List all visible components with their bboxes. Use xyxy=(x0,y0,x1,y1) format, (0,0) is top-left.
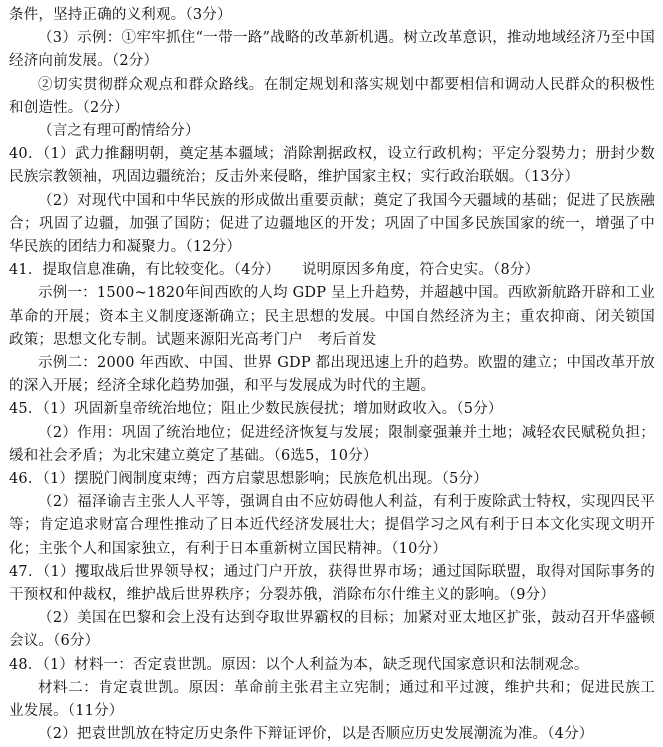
text-line: 46．（1）摆脱门阀制度束缚；西方启蒙思想影响；民族危机出现。（5分） xyxy=(9,471,488,488)
text-line: 材料二：肯定袁世凯。原因：革命前主张君主立宪制；通过和平过渡，维护共和；促进民族工业发展。（11分） xyxy=(9,679,655,720)
text-line: （3）示例：①牢牢抓住“一带一路”战略的改革新机遇。树立改革意识，推动地域经济乃至中国经济向前发展。（2分） xyxy=(9,30,655,70)
text-line: 条件，坚持正确的义利观。（3分） xyxy=(9,7,232,23)
text-line: （2）美国在巴黎和会上没有达到夺取世界霸权的目标；加紧对亚太地区扩张，鼓动召开华盛顿会议。（6分） xyxy=(9,610,655,650)
text-line: 40．（1）武力推翻明朝，奠定基本疆域；消除割据政权，设立行政机构；平定分裂势力；册封少数民族宗教领袖，巩固边疆统治；反击外来侵略，维护国家主权；实行政治联姻。（13分） xyxy=(9,146,655,186)
text-line xyxy=(9,259,655,282)
text-line: 45．（1）巩固新皇帝统治地位；阻止少数民族侵扰；增加财政收入。（5分） xyxy=(9,401,503,418)
text-line: （2）作用：巩固了统治地位；促进经济恢复与发展；限制豪强兼并土地；减轻农民赋税负担；缓和社会矛盾；为北宋建立奠定了基础。（6选5，10分） xyxy=(9,424,655,464)
text-line: 47．（1）攫取战后世界领导权；通过门户开放，获得世界市场；通过国际联盟，取得对国际事务的干预权和仲裁权，维护战后世界秩序；分裂苏俄，消除布尔什维主义的影响。（9分） xyxy=(9,563,655,604)
text-segment: 41．提取信息准确，有比较变化。（4分） xyxy=(9,262,280,279)
text-line: （言之有理可酌情给分） xyxy=(38,123,200,140)
text-line: ②切实贯彻群众观点和群众路线。在制定规划和落实规划中都要相信和调动人民群众的积极性和创造性。（2分） xyxy=(9,76,655,116)
text-segment: 说明原因多角度，符合史实。（8分） xyxy=(301,262,540,279)
text-line: 示例一：1500~1820年间西欧的人均 GDP 呈上升趋势，并超越中国。西欧新航路开辟和工业革命的开展；资本主义制度逐渐确立；民主思想的发展。中国自然经济为主；重农抑商、闭关锁国政策；思想文化专制。试题来源阳光高考门户 考后首发 xyxy=(9,285,655,348)
text-line: （2）把袁世凯放在特定历史条件下辩证评价，以是否顺应历史发展潮流为准。（4分） xyxy=(38,726,594,743)
text-line: （2）对现代中国和中华民族的形成做出重要贡献；奠定了我国今天疆域的基础；促进了民族融合；巩固了边疆，加强了国防；促进了边疆地区的开发；巩固了中国多民族国家的统一，增强了中华民族的团结力和凝聚力。（12分） xyxy=(9,192,655,256)
text-line: （2）福泽谕吉主张人人平等，强调自由不应妨碍他人利益，有利于废除武士特权，实现四民平等；肯定追求财富合理性推动了日本近代经济发展壮大；提倡学习之风有利于日本文化实现文明开化；主张个人和国家独立，有利于日本重新树立国民精神。（10分） xyxy=(9,494,655,557)
text-line: 示例二：2000 年西欧、中国、世界 GDP 都出现迅速上升的趋势。欧盟的建立；中国改革开放的深入开展；经济全球化趋势加强，和平与发展成为时代的主题。 xyxy=(9,355,655,395)
text-line: 48．（1）材料一：否定袁世凯。原因：以个人利益为本，缺乏现代国家意识和法制观念。 xyxy=(9,656,589,673)
